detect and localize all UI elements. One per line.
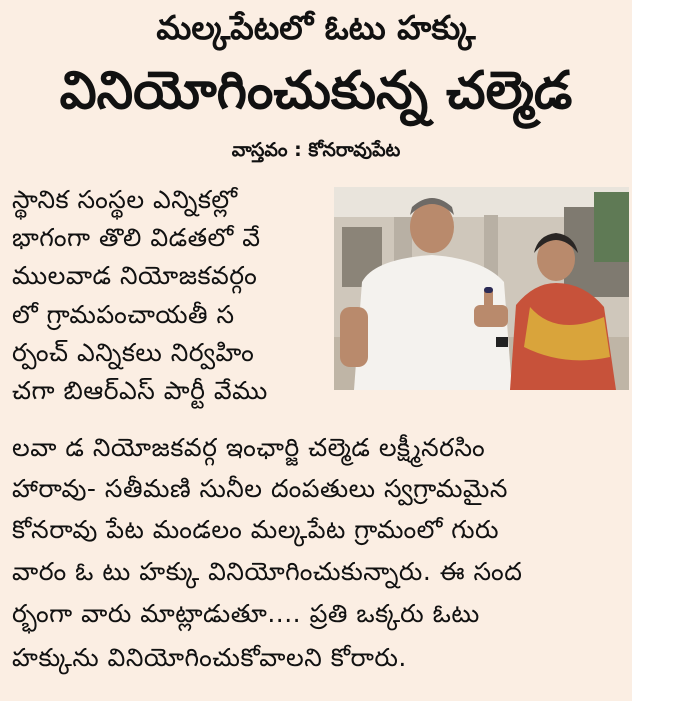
headline-line-1: మల్కపేటలో ఓటు హక్కు: [156, 8, 476, 47]
body-line: భాగంగా తొలి విడతలో వే: [12, 223, 261, 252]
body-line: లో గ్రామపంచాయతీ స: [12, 300, 235, 329]
body-line: హక్కును వినియోగించుకోవాలని కోరారు.: [12, 643, 407, 672]
photo-tree: [594, 192, 629, 262]
dateline: వాస్తవం : కోనరావుపేట: [231, 139, 401, 161]
body-line: ములవాడ నియోజకవర్గం: [12, 261, 258, 290]
body-line: ర్భంగా వారు మాట్లాడుతూ.... ప్రతి ఒక్కరు ఓటు: [12, 599, 480, 628]
couple-voting-photo: [334, 187, 629, 390]
photo-ink-mark: [484, 287, 493, 293]
body-line: ర్పంచ్ ఎన్నికలు నిర్వహిం: [12, 338, 255, 367]
photo-watch: [496, 337, 508, 347]
body-line: వారం ఓ టు హక్కు వినియోగించుకున్నారు. ఈ సంద: [12, 557, 523, 586]
body-line: చగా బిఆర్ఎస్ పార్టీ వేము: [12, 376, 268, 405]
headline-line-2: వినియోగించుకున్న చల్మెడ: [59, 61, 573, 121]
photo-illustration: [334, 187, 629, 390]
body-line: స్థానిక సంస్థల ఎన్నికల్లో: [12, 185, 238, 214]
body-line: లవా డ నియోజకవర్గ ఇంఛార్జి చల్మెడ లక్ష్మీనరసిం: [12, 433, 486, 462]
body-line: హారావు- సతీమణి సునీల దంపతులు స్వగ్రామమైన: [12, 474, 508, 503]
body-line: కోనరావు పేట మండలం మల్కపేట గ్రామంలో గురు: [12, 515, 500, 544]
photo-man-arm: [340, 307, 368, 367]
